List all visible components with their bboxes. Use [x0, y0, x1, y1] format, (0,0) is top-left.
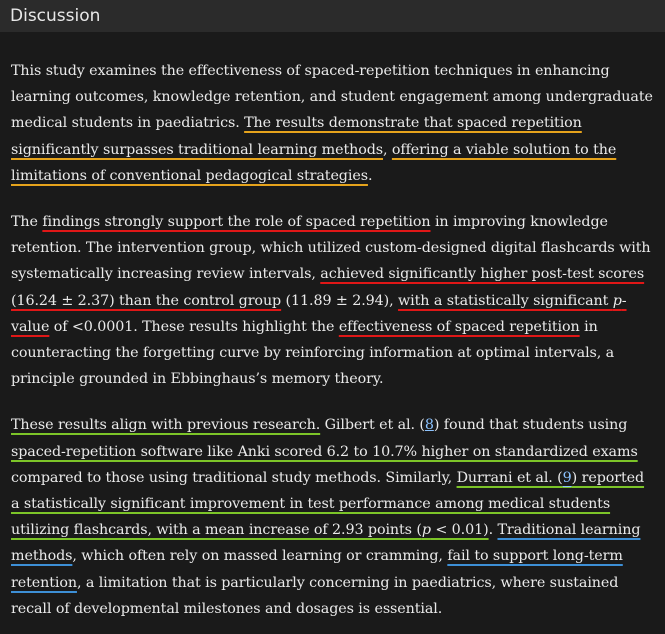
paragraph-2	[11, 209, 655, 392]
highlight-green: These results align with previous research.	[11, 417, 321, 434]
text: ) found that students using	[433, 417, 628, 434]
text: Gilbert et al. (	[320, 417, 425, 434]
text: , which often rely on massed learning or cramming,	[72, 548, 448, 565]
text: The	[11, 214, 43, 231]
text: This study examines the effectiveness of spaced-repetition techniques in enhancing learning outcomes, knowledge retention, and student engagement among undergraduate medical students in paediatrics.	[11, 63, 653, 132]
highlight-red: effectiveness of spaced repetition	[338, 318, 580, 335]
section-header	[0, 0, 665, 32]
section-title: Discussion	[10, 6, 101, 26]
highlight-orange: The results demonstrate that spaced repetition significantly surpasses traditional learning methods	[11, 115, 582, 158]
text: < 0.01)	[430, 522, 489, 539]
article-body	[0, 32, 665, 622]
paragraph-1	[11, 58, 655, 189]
text: ) reported a statistically significant improvement in test performance among medical students utilizing flashcards, with a mean increase of 2.93 points (	[11, 469, 645, 539]
p-symbol: p	[612, 292, 622, 309]
text: Durrani et al. (	[456, 469, 563, 486]
highlight-orange: offering a viable solution to the limitations of conventional pedagogical strategies	[11, 141, 617, 184]
text: (11.89 ± 2.94),	[281, 292, 399, 309]
highlight-green: spaced-repetition software like Anki scored 6.2 to 10.7% higher on standardized exams	[11, 443, 638, 460]
highlight-red: findings strongly support the role of spaced repetition	[42, 214, 431, 231]
highlight-red: achieved significantly higher post-test scores (16.24 ± 2.37) than the control group	[11, 266, 645, 309]
text: in counteracting the forgetting curve by reinforcing information at optimal intervals, a principle grounded in Ebbinghaus’s memory theory.	[11, 318, 615, 388]
text: -value	[11, 292, 627, 335]
text: .	[367, 167, 373, 184]
highlight-blue: fail to support long-term retention	[11, 548, 623, 591]
text: in improving knowledge retention. The intervention group, which utilized custom-designed digital flashcards with systematically increasing review intervals,	[11, 214, 651, 283]
p-symbol: p	[421, 522, 431, 539]
text: , a limitation that is particularly concerning in paediatrics, where sustained recall of developmental milestones and dosages is essential.	[11, 574, 619, 617]
text: .	[488, 522, 498, 539]
text: with a statistically significant	[398, 292, 613, 309]
highlight-blue: Traditional learning methods	[11, 522, 641, 565]
text: ,	[383, 141, 392, 158]
citation-link-9[interactable]: 9	[562, 469, 572, 486]
text: of <0.0001. These results highlight the	[49, 318, 339, 335]
paragraph-3	[11, 412, 655, 622]
citation-link-8[interactable]: 8	[424, 417, 434, 434]
text: compared to those using traditional study methods. Similarly,	[11, 469, 457, 486]
